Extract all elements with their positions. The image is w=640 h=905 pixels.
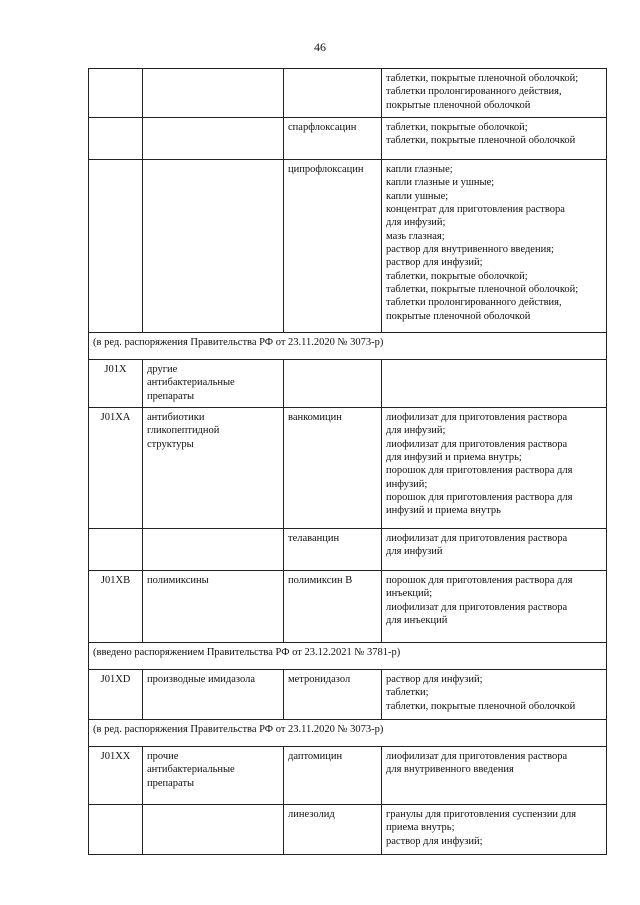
atc-code-cell: J01XA [89,407,143,528]
anatomical-group-cell-line: другие [147,364,178,375]
dosage-form-cell-line: капли глазные; [386,164,453,175]
atc-code-cell [89,804,143,854]
dosage-form-cell-line: таблетки, покрытые оболочкой; [386,122,528,133]
anatomical-group-cell [143,669,284,719]
amendment-note: (в ред. распоряжения Правительства РФ от 23.11.2020 № 3073-р) [89,719,607,746]
atc-code-cell: J01XD [89,669,143,719]
anatomical-group-cell-line: гликопептидной [147,425,220,437]
anatomical-group-cell [143,407,284,528]
dosage-form-cell [382,746,607,804]
dosage-form-cell-line: приема внутрь; [386,822,455,834]
dosage-form-cell-line: порошок для приготовления раствора для [386,491,573,503]
dosage-form-cell-line: мазь глазная; [386,230,445,242]
atc-code-cell: J01XX [89,746,143,804]
dosage-form-cell-line: инъекций; [386,588,433,600]
dosage-form-cell-line: раствор для инфузий; [386,673,483,685]
dosage-form-cell-line: лиофилизат для приготовления раствора [386,750,568,762]
anatomical-group-cell-line: антибактериальные [147,377,235,389]
dosage-form-cell-line: раствор для инфузий; [386,835,483,847]
amendment-note-row [89,719,607,746]
table-row [89,528,607,570]
dosage-form-cell [382,804,607,854]
anatomical-group-cell [143,160,284,333]
table-row [89,69,607,118]
anatomical-group-cell-line: антибактериальные [147,764,235,776]
table-row [89,118,607,160]
dosage-form-cell-line: таблетки пролонгированного действия, [386,297,562,309]
anatomical-group-cell [143,360,284,408]
dosage-form-cell [382,360,607,408]
amendment-note: (в ред. распоряжения Правительства РФ от 23.11.2020 № 3073-р) [89,333,607,360]
atc-code-cell [89,160,143,333]
drug-name-cell: даптомицин [284,746,382,804]
anatomical-group-cell [143,570,284,642]
dosage-form-cell-line: лиофилизат для приготовления раствора [386,532,568,544]
medicines-table [88,68,607,855]
atc-code-cell [89,69,143,118]
dosage-form-cell-line: для внутривенного введения [386,764,514,776]
anatomical-group-cell [143,746,284,804]
dosage-form-cell-line: таблетки, покрытые пленочной оболочкой [386,135,576,147]
drug-name-cell: телаванцин [284,528,382,570]
anatomical-group-cell-line: полимиксины [147,574,209,586]
table-row [89,804,607,854]
table-row [89,160,607,333]
dosage-form-cell-line: покрытые пленочной оболочкой [386,99,531,111]
atc-code-cell: J01X [89,360,143,408]
dosage-form-cell-line: таблетки, покрытые пленочной оболочкой; [386,283,579,295]
drug-name-cell [284,69,382,118]
anatomical-group-cell-line: производные имидазола [147,673,256,685]
drug-name-cell: метронидазол [284,669,382,719]
dosage-form-cell-line: для инфузий; [386,425,446,437]
dosage-form-cell-line: таблетки, покрытые пленочной оболочкой [386,700,576,712]
dosage-form-cell-line: для инфузий; [386,217,446,229]
dosage-form-cell-line: лиофилизат для приготовления раствора [386,438,568,450]
drug-name-cell: ванкомицин [284,407,382,528]
dosage-form-cell-line: покрытые пленочной оболочкой [386,310,531,322]
dosage-form-cell-line: инфузий и приема внутрь [386,505,501,517]
dosage-form-cell-line: для инфузий [386,546,443,558]
drug-name-cell: полимиксин В [284,570,382,642]
dosage-form-cell-line: таблетки пролонгированного действия, [386,86,562,98]
dosage-form-cell [382,160,607,333]
drug-name-cell: линезолид [284,804,382,854]
table-row [89,360,607,408]
dosage-form-cell-line: таблетки, покрытые оболочкой; [386,270,528,282]
drug-name-cell: ципрофлоксацин [284,160,382,333]
dosage-form-cell-line: капли глазные и ушные; [386,177,495,189]
dosage-form-cell-line: таблетки, покрытые пленочной оболочкой; [386,73,579,84]
table-row [89,746,607,804]
dosage-form-cell-line: раствор для инфузий; [386,257,483,269]
dosage-form-cell [382,528,607,570]
drug-name-cell [284,360,382,408]
dosage-form-cell-line: таблетки; [386,687,429,699]
anatomical-group-cell-line: препараты [147,777,195,789]
dosage-form-cell [382,118,607,160]
dosage-form-cell-line: для инфузий и приема внутрь; [386,451,522,463]
page-number: 46 [314,40,326,54]
dosage-form-cell [382,669,607,719]
anatomical-group-cell-line: структуры [147,438,194,450]
anatomical-group-cell-line: прочие [147,750,179,762]
amendment-note-row [89,642,607,669]
table-row [89,669,607,719]
dosage-form-cell-line: гранулы для приготовления суспензии для [386,808,577,820]
anatomical-group-cell [143,528,284,570]
atc-code-cell [89,118,143,160]
dosage-form-cell-line: порошок для приготовления раствора для [386,465,573,477]
dosage-form-cell-line: лиофилизат для приготовления раствора [386,411,568,423]
anatomical-group-cell-line: антибиотики [147,411,205,423]
atc-code-cell: J01XB [89,570,143,642]
table-row [89,570,607,642]
atc-code-cell [89,528,143,570]
dosage-form-cell-line: порошок для приготовления раствора для [386,574,573,586]
dosage-form-cell-line: капли ушные; [386,190,449,202]
table-row [89,407,607,528]
dosage-form-cell [382,570,607,642]
drug-name-cell: спарфлоксацин [284,118,382,160]
dosage-form-cell [382,407,607,528]
anatomical-group-cell [143,804,284,854]
dosage-form-cell-line: инфузий; [386,478,428,490]
anatomical-group-cell [143,118,284,160]
dosage-form-cell-line: концентрат для приготовления раствора [386,203,565,215]
amendment-note: (введено распоряжением Правительства РФ от 23.12.2021 № 3781-р) [89,642,607,669]
dosage-form-cell [382,69,607,118]
anatomical-group-cell-line: препараты [147,390,195,402]
dosage-form-cell-line: для инъекций [386,614,448,626]
anatomical-group-cell [143,69,284,118]
dosage-form-cell-line: раствор для внутривенного введения; [386,243,554,255]
dosage-form-cell-line: лиофилизат для приготовления раствора [386,601,568,613]
amendment-note-row [89,333,607,360]
